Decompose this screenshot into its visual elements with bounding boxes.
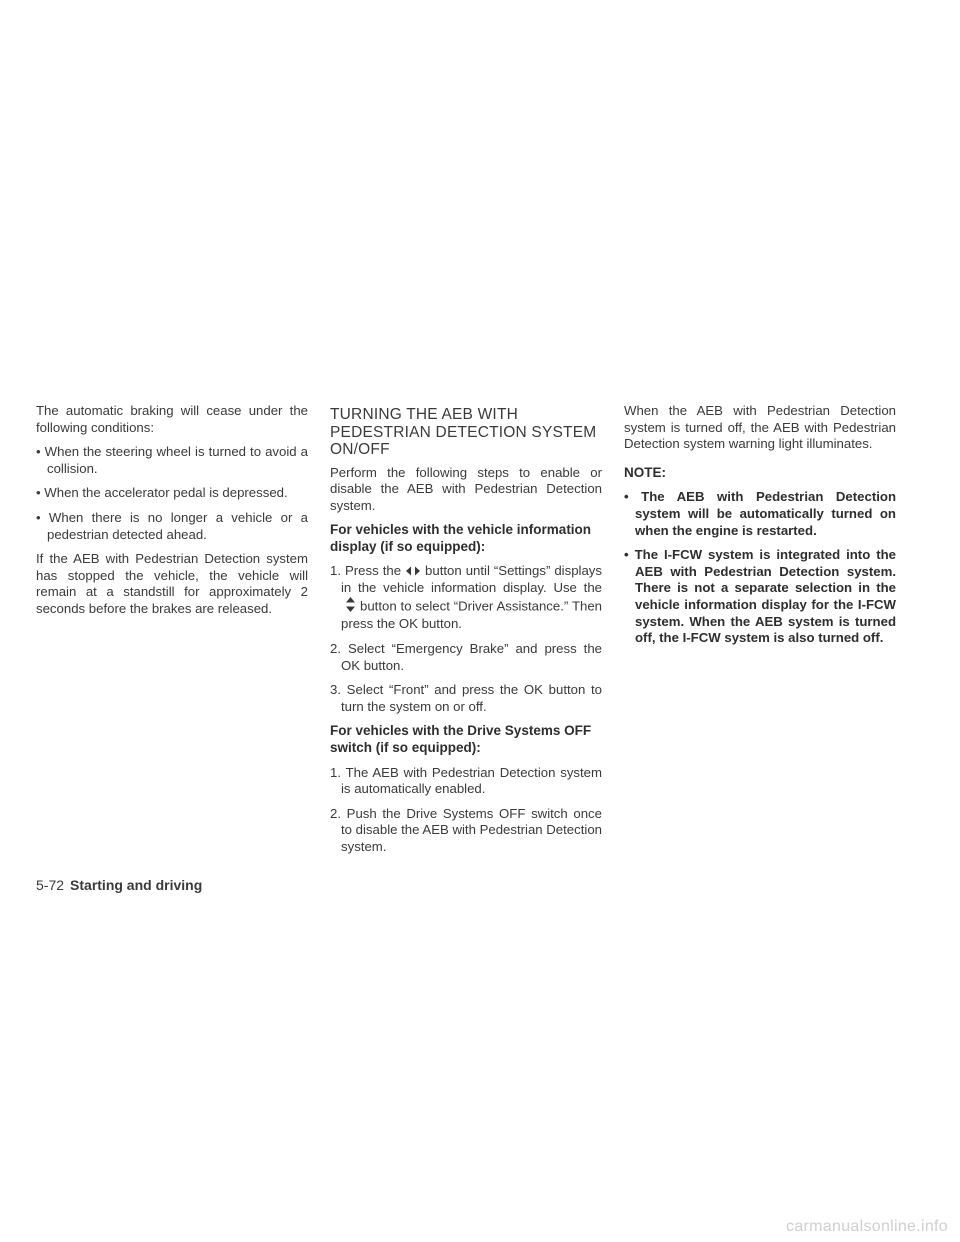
section-intro: Perform the following steps to enable or disable the AEB with Pedestrian Detection system. xyxy=(330,464,602,513)
page-number: 5-72 xyxy=(36,877,65,893)
standstill-paragraph: If the AEB with Pedestrian Detection system has stopped the vehicle, the vehicle will remain at a standstill for approximately 2 seconds before the brakes are released. xyxy=(36,551,308,616)
step-2: 2. Select “Emergency Brake” and press the OK button. xyxy=(330,641,602,673)
note-item: • The AEB with Pedestrian Detection system will be automatically turned on when the engine is restarted. xyxy=(624,489,896,538)
note-title: NOTE: xyxy=(624,464,666,480)
left-right-arrows-icon xyxy=(406,564,420,581)
note-item: • The I-FCW system is integrated into the AEB with Pedestrian Detection system. There is not a separate selection in the vehicle information display for the I-FCW system. When the AEB system is turned off, the I-FCW system is also turned off. xyxy=(624,547,896,646)
list-item: • When the accelerator pedal is depressed. xyxy=(36,485,288,501)
section-heading: TURNING THE AEB WITH PEDESTRIAN DETECTION SYSTEM ON/OFF xyxy=(330,406,597,458)
step-1-switch: 1. The AEB with Pedestrian Detection system is automatically enabled. xyxy=(330,764,602,797)
step-2-switch: 2. Push the Drive Systems OFF switch once to disable the AEB with Pedestrian Detection system. xyxy=(330,805,602,854)
list-item: • When the steering wheel is turned to avoid a collision. xyxy=(36,444,308,476)
step-3: 3. Select “Front” and press the OK button to turn the system on or off. xyxy=(330,682,602,714)
list-item: • When there is no longer a vehicle or a pedestrian detected ahead. xyxy=(36,509,308,542)
warning-light-paragraph: When the AEB with Pedestrian Detection system is turned off, the AEB with Pedestrian Detection system warning light illuminates. xyxy=(624,403,896,452)
column-1 xyxy=(36,403,308,626)
automatic-braking-intro: The automatic braking will cease under the following conditions: xyxy=(36,403,308,435)
column-2 xyxy=(330,403,602,864)
page-footer xyxy=(36,877,202,893)
watermark: carmanualsonline.info xyxy=(786,1218,948,1235)
up-down-arrows-icon xyxy=(346,597,355,617)
column-3 xyxy=(624,403,896,655)
section-name: Starting and driving xyxy=(70,877,203,893)
subheading-drive-systems-switch: For vehicles with the Drive Systems OFF switch (if so equipped): xyxy=(330,723,592,756)
subheading-vehicle-info-display: For vehicles with the vehicle information display (if so equipped): xyxy=(330,522,592,554)
step-1: 1. Press the button until “Settings” displays in the vehicle information display. Use thebutton to select “Driver Assistance.” Then press the OK button. xyxy=(330,563,602,632)
